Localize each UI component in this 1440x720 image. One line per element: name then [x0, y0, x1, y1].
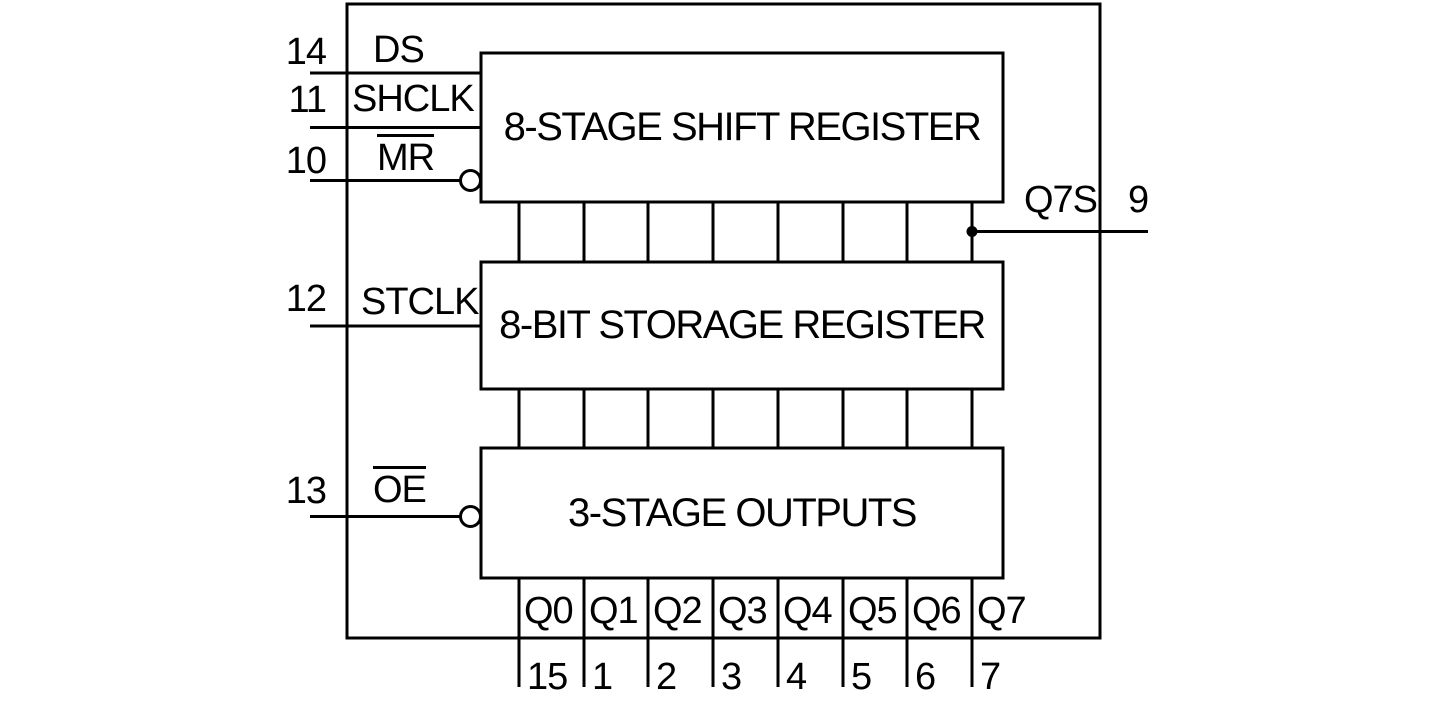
- q4-label: Q4: [783, 590, 832, 632]
- q5-label: Q5: [848, 590, 897, 632]
- pin11-number: 11: [288, 79, 326, 121]
- q2-pin-number: 2: [656, 656, 677, 698]
- q7-label: Q7: [977, 590, 1026, 632]
- q6-pin-number: 6: [915, 656, 936, 698]
- q3-label: Q3: [718, 590, 767, 632]
- pin14-number: 14: [285, 31, 326, 73]
- q7s-junction-dot: [967, 226, 978, 237]
- outputs-title: 3-STAGE OUTPUTS: [568, 490, 916, 535]
- ds-label: DS: [373, 29, 424, 71]
- oe-overline-text: OE: [373, 466, 426, 509]
- mr-label: [377, 134, 434, 177]
- shift-register-title: 8-STAGE SHIFT REGISTER: [503, 105, 981, 149]
- q6-label: Q6: [912, 590, 961, 632]
- pin9-number: 9: [1128, 179, 1149, 221]
- storage-register-title: 8-BIT STORAGE REGISTER: [499, 303, 985, 347]
- q7s-label: Q7S: [1023, 179, 1097, 221]
- q1-pin-number: 1: [592, 656, 613, 698]
- stclk-label: STCLK: [361, 281, 479, 323]
- q7-pin-number: 7: [980, 656, 1001, 698]
- q3-pin-number: 3: [721, 656, 742, 698]
- q0-label: Q0: [524, 590, 573, 632]
- pin12-number: 12: [285, 278, 326, 320]
- q1-label: Q1: [589, 590, 638, 632]
- mr-overline-text: MR: [377, 134, 434, 177]
- q5-pin-number: 5: [851, 656, 872, 698]
- pin10-number: 10: [285, 140, 326, 182]
- q4-pin-number: 4: [786, 656, 807, 698]
- q2-label: Q2: [653, 590, 702, 632]
- pin13-number: 13: [285, 470, 326, 512]
- oe-label: [373, 466, 426, 509]
- mr-inverter-bubble: [461, 171, 481, 191]
- q0-pin-number: 15: [527, 656, 568, 698]
- oe-inverter-bubble: [461, 507, 481, 527]
- shclk-label: SHCLK: [352, 78, 474, 120]
